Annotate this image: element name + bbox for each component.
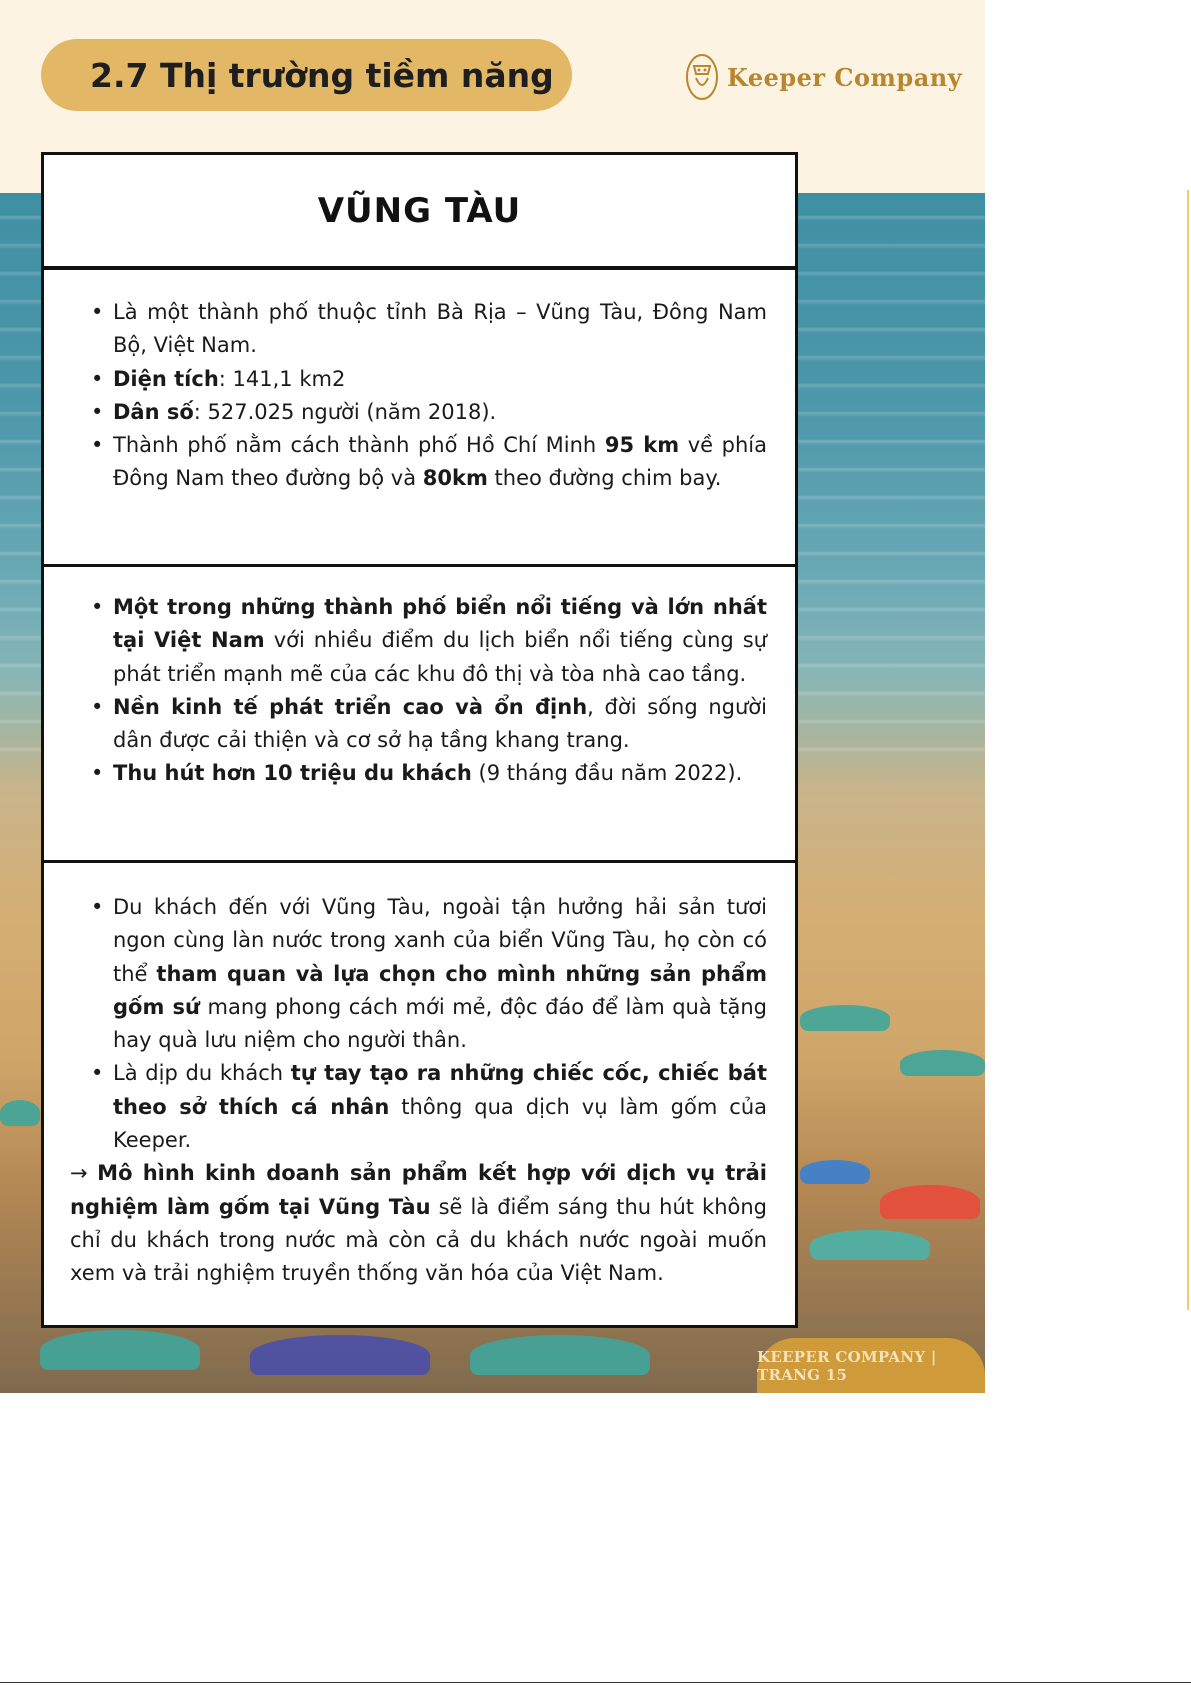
list-item: • Thu hút hơn 10 triệu du khách (9 tháng đầu năm 2022).	[113, 757, 767, 790]
title-box	[41, 152, 798, 269]
edge-strip	[1187, 190, 1189, 1310]
beach-umbrella	[0, 1100, 40, 1126]
beach-umbrella	[880, 1185, 980, 1219]
list-item: • Nền kinh tế phát triển cao và ổn định, đời sống người dân được cải thiện và cơ sở hạ tầng khang trang.	[113, 691, 767, 758]
list-item: • Diện tích: 141,1 km2	[113, 363, 767, 396]
list-item: • Là dịp du khách tự tay tạo ra những chiếc cốc, chiếc bát theo sở thích cá nhân thông qua dịch vụ làm gốm của Keeper.	[113, 1057, 767, 1157]
section-title-pill	[41, 39, 572, 111]
opportunity-box	[41, 860, 798, 1328]
keeper-logo-icon	[685, 52, 719, 102]
footer-text: KEEPER COMPANY | TRANG 15	[757, 1347, 937, 1384]
overview-box	[41, 267, 798, 568]
beach-umbrella	[470, 1335, 650, 1375]
page-footer	[757, 1338, 985, 1393]
list-item: • Một trong những thành phố biển nổi tiếng và lớn nhất tại Việt Nam với nhiều điểm du lịch biển nổi tiếng cùng sự phát triển mạnh mẽ của các khu đô thị và tòa nhà cao tầng.	[113, 591, 767, 691]
list-item: • Du khách đến với Vũng Tàu, ngoài tận hưởng hải sản tươi ngon cùng làn nước trong xanh của biển Vũng Tàu, họ còn có thể tham quan và lựa chọn cho mình những sản phẩm gốm sứ mang phong cách mới mẻ, độc đáo để làm quà tặng hay quà lưu niệm cho người thân.	[113, 891, 767, 1057]
beach-umbrella	[810, 1230, 930, 1260]
beach-umbrella	[40, 1330, 200, 1370]
beach-umbrella	[800, 1005, 890, 1031]
conclusion-paragraph: → Mô hình kinh doanh sản phẩm kết hợp với dịch vụ trải nghiệm làm gốm tại Vũng Tàu sẽ là điểm sáng thu hút không chỉ du khách trong nước mà còn cả du khách nước ngoài muốn xem và trải nghiệm truyền thống văn hóa của Việt Nam.	[70, 1161, 767, 1286]
list-item: • Là một thành phố thuộc tỉnh Bà Rịa – Vũng Tàu, Đông Nam Bộ, Việt Nam.	[113, 296, 767, 363]
highlights-box	[41, 564, 798, 864]
logo-brand-name: Keeper Company	[727, 62, 963, 92]
beach-umbrella	[250, 1335, 430, 1375]
company-logo	[685, 52, 962, 102]
beach-umbrella	[800, 1160, 870, 1184]
list-item: • Thành phố nằm cách thành phố Hồ Chí Minh 95 km về phía Đông Nam theo đường bộ và 80km theo đường chim bay.	[113, 429, 767, 496]
section-title: 2.7 Thị trường tiềm năng	[90, 55, 554, 95]
arrow-icon: →	[70, 1161, 98, 1186]
page-title: VŨNG TÀU	[317, 190, 522, 231]
page-divider	[0, 1682, 1191, 1683]
list-item: • Dân số: 527.025 người (năm 2018).	[113, 396, 767, 429]
beach-umbrella	[900, 1050, 985, 1076]
